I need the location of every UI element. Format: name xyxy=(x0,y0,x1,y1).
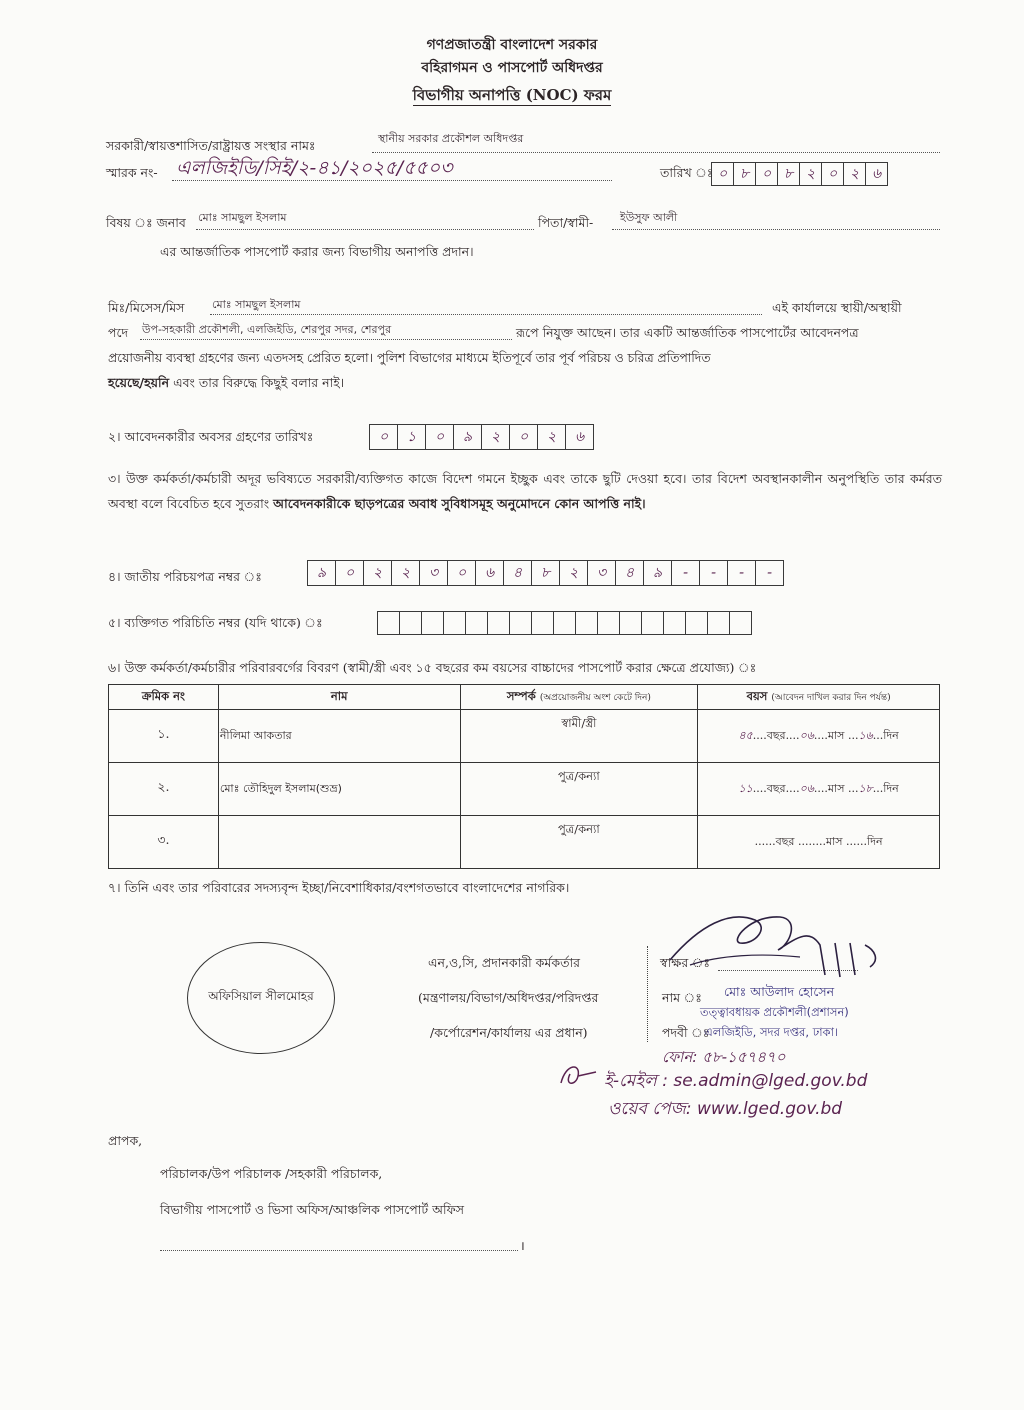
col-age: বয়স (আবেদন দাখিল করার দিন পর্যন্ত) xyxy=(698,685,940,710)
personal-id-box xyxy=(443,611,466,635)
retirement-digit-box: ১ xyxy=(397,424,426,450)
personal-id-box xyxy=(663,611,686,635)
personal-id-box xyxy=(641,611,664,635)
body-line3: প্রয়োজনীয় ব্যবস্থা গ্রহণের জন্য এতদসহ প্রেরিত হলো। পুলিশ বিভাগের মাধ্যমে ইতিপূর্বে তার পূর্ব পরিচয় ও চরিত্র প্রতিপাদিত xyxy=(108,351,711,365)
date-digit-box: ০ xyxy=(711,162,734,186)
personal-id-label: ৫। ব্যক্তিগত পরিচিতি নম্বর (যদি থাকে) ঃ xyxy=(108,615,323,630)
personal-id-box xyxy=(531,611,554,635)
memo-label: স্মারক নং- xyxy=(106,165,158,180)
designation-label: পদবী ঃ xyxy=(662,1025,710,1040)
personal-id-box xyxy=(575,611,598,635)
date-digit-box: ০ xyxy=(755,162,778,186)
nid-digit-box: ২ xyxy=(391,560,420,586)
nid-boxes xyxy=(308,560,784,586)
recipient-line1: পরিচালক/উপ পরিচালক /সহকারী পরিচালক, xyxy=(160,1166,383,1181)
memo-number: এলজিইডি/সিই/২-৪১/২০২৫/৫৫০৩ xyxy=(176,157,453,179)
contact-phone: ফোন: ৫৮-১৫৭৪৭০ xyxy=(662,1048,786,1066)
table-row: ২. মোঃ তৌহিদুল ইসলাম(শুভ্র) পুত্র/কন্যা ১১....বছর....০৬....মাস ...১৮...দিন xyxy=(109,763,940,816)
nid-digit-box: - xyxy=(699,560,728,586)
personal-id-box xyxy=(553,611,576,635)
date-digit-box: ৮ xyxy=(733,162,756,186)
body-tail1: এই কার্যালয়ে স্থায়ী/অস্থায়ী xyxy=(772,300,902,315)
personal-id-box xyxy=(685,611,708,635)
nid-digit-box: ৯ xyxy=(643,560,672,586)
name-label: নাম ঃ xyxy=(662,990,702,1005)
date-digit-box: ২ xyxy=(799,162,822,186)
date-digit-box: ০ xyxy=(821,162,844,186)
retirement-date-boxes xyxy=(370,424,594,450)
item3-paragraph: ৩। উক্ত কর্মকর্তা/কর্মচারী অদূর ভবিষ্যতে সরকারী/ব্যক্তিগত কাজে বিদেশ গমনে ইচ্ছুক এবং তাকে ছুটি দেওয়া হবে। তার বিদেশ অবস্থানকালীন অনুপস্থিতি তার কর্মরত অবস্থা বলে বিবেচিত হবে সুতরাং আবেদনকারীকে ছাড়পত্রের অবাধ সুবিধাসমূহ অনুমোদনে কোন আপত্তি নাই। xyxy=(108,471,942,511)
body-tail2: রূপে নিযুক্ত আছেন। তার একটি আন্তর্জাতিক পাসপোর্টের আবেদনপত্র xyxy=(516,325,859,340)
org-label: সরকারী/স্বায়ত্তশাসিত/রাষ্ট্রায়ত্ত সংস্থার নামঃ xyxy=(106,138,316,153)
nid-digit-box: ০ xyxy=(335,560,364,586)
personal-id-box xyxy=(729,611,752,635)
officer-name: মোঃ সামছুল ইসলাম xyxy=(212,298,301,311)
retirement-digit-box: ০ xyxy=(369,424,398,450)
gov-title: গণপ্রজাতন্ত্রী বাংলাদেশ সরকার xyxy=(426,37,598,53)
recipient-label: প্রাপক, xyxy=(108,1133,143,1148)
personal-id-box xyxy=(509,611,532,635)
nid-label: ৪। জাতীয় পরিচয়পত্র নম্বর ঃ xyxy=(108,569,262,584)
signature-label: স্বাক্ষর ঃ xyxy=(660,955,711,970)
nid-digit-box: ২ xyxy=(363,560,392,586)
retirement-digit-box: ০ xyxy=(425,424,454,450)
post-value: উপ-সহকারী প্রকৌশলী, এলজিইডি, শেরপুর সদর, শেরপুর xyxy=(142,323,392,336)
col-serial: ক্রমিক নং xyxy=(109,685,219,710)
nid-digit-box: ৩ xyxy=(587,560,616,586)
date-label: তারিখ ঃ xyxy=(660,165,714,180)
citizenship-statement: ৭। তিনি এবং তার পরিবারের সদস্যবৃন্দ ইচ্ছা/নিবেশাধিকার/বংশগতভাবে বাংলাদেশের নাগরিক। xyxy=(108,880,570,895)
father-value: ইউসুফ আলী xyxy=(620,211,678,224)
issuer-name: মোঃ আউলাদ হোসেন xyxy=(724,984,835,999)
salutation: মিঃ/মিসেস/মিস xyxy=(108,300,185,315)
family-label: ৬। উক্ত কর্মকর্তা/কর্মচারীর পরিবারবর্গের বিবরণ (স্বামী/স্ত্রী এবং ১৫ বছরের কম বয়সের বাচ্চাদের পাসপোর্ট করার ক্ষেত্রে প্রযোজ্য) ঃ xyxy=(108,660,757,675)
issuer-line2: (মন্ত্রণালয়/বিভাগ/অধিদপ্তর/পরিদপ্তর xyxy=(418,990,599,1005)
date-boxes xyxy=(712,162,888,186)
personal-id-boxes xyxy=(378,611,752,635)
nid-digit-box: - xyxy=(755,560,784,586)
personal-id-box xyxy=(377,611,400,635)
personal-id-box xyxy=(619,611,642,635)
recipient-line3-end: । xyxy=(520,1238,525,1253)
issuer-office: এলজিইডি, সদর দপ্তর, ঢাকা। xyxy=(704,1025,839,1039)
issuer-designation: তত্ত্বাবধায়ক প্রকৌশলী(প্রশাসন) xyxy=(700,1005,849,1019)
nid-digit-box: - xyxy=(671,560,700,586)
nid-digit-box: ২ xyxy=(559,560,588,586)
retirement-digit-box: ২ xyxy=(481,424,510,450)
contact-web: ওয়েব পেজ: www.lged.gov.bd xyxy=(608,1099,843,1119)
subject-name: মোঃ সামছুল ইসলাম xyxy=(198,211,287,224)
personal-id-box xyxy=(421,611,444,635)
date-digit-box: ৮ xyxy=(777,162,800,186)
personal-id-box xyxy=(597,611,620,635)
personal-id-box xyxy=(707,611,730,635)
department-title: বহিরাগমন ও পাসপোর্ট অধিদপ্তর xyxy=(421,60,603,76)
col-name: নাম xyxy=(218,685,460,710)
form-title: বিভাগীয় অনাপত্তি (NOC) ফরম xyxy=(412,86,612,104)
retirement-label: ২। আবেদনকারীর অবসর গ্রহণের তারিখঃ xyxy=(108,429,314,444)
retirement-digit-box: ০ xyxy=(509,424,538,450)
date-digit-box: ২ xyxy=(843,162,866,186)
father-label: পিতা/স্বামী- xyxy=(538,215,594,230)
nid-digit-box: ৯ xyxy=(307,560,336,586)
issuer-line1: এন,ও,সি, প্রদানকারী কর্মকর্তার xyxy=(428,955,580,970)
nid-digit-box: ৪ xyxy=(615,560,644,586)
subject-line2: এর আন্তর্জাতিক পাসপোর্ট করার জন্য বিভাগীয় অনাপত্তি প্রদান। xyxy=(160,244,474,259)
post-label: পদে xyxy=(108,325,129,340)
nid-digit-box: - xyxy=(727,560,756,586)
table-row: ১. নীলিমা আকতার স্বামী/স্ত্রী ৪৫....বছর....০৬....মাস ...১৬...দিন xyxy=(109,710,940,763)
subject-label: বিষয় ঃ জনাব xyxy=(106,215,186,230)
date-digit-box: ৬ xyxy=(865,162,888,186)
family-table xyxy=(108,684,940,869)
nid-digit-box: ৮ xyxy=(531,560,560,586)
contact-email: ই-মেইল : se.admin@lged.gov.bd xyxy=(604,1071,868,1091)
signature-scribble xyxy=(660,905,890,985)
nid-digit-box: ৬ xyxy=(475,560,504,586)
issuer-line3: /কর্পোরেশন/কার্যালয় এর প্রধান) xyxy=(430,1025,588,1040)
recipient-line2: বিভাগীয় পাসপোর্ট ও ভিসা অফিস/আঞ্চলিক পাসপোর্ট অফিস xyxy=(160,1202,464,1217)
table-row: ৩. পুত্র/কন্যা ......বছর ........মাস ......দিন xyxy=(109,816,940,869)
retirement-digit-box: ২ xyxy=(537,424,566,450)
col-relation: সম্পর্ক (অপ্রয়োজনীয় অংশ কেটে দিন) xyxy=(460,685,698,710)
nid-digit-box: ০ xyxy=(447,560,476,586)
body-line4: হয়েছে/হয়নি এবং তার বিরুদ্ধে কিছুই বলার নাই। xyxy=(108,375,345,390)
personal-id-box xyxy=(465,611,488,635)
nid-digit-box: ৪ xyxy=(503,560,532,586)
personal-id-box xyxy=(399,611,422,635)
official-seal: অফিসিয়াল সীলমোহর xyxy=(187,942,335,1054)
retirement-digit-box: ৬ xyxy=(565,424,594,450)
org-value: স্থানীয় সরকার প্রকৌশল অধিদপ্তর xyxy=(378,132,524,145)
retirement-digit-box: ৯ xyxy=(453,424,482,450)
nid-digit-box: ৩ xyxy=(419,560,448,586)
personal-id-box xyxy=(487,611,510,635)
initial-mark xyxy=(556,1058,606,1094)
